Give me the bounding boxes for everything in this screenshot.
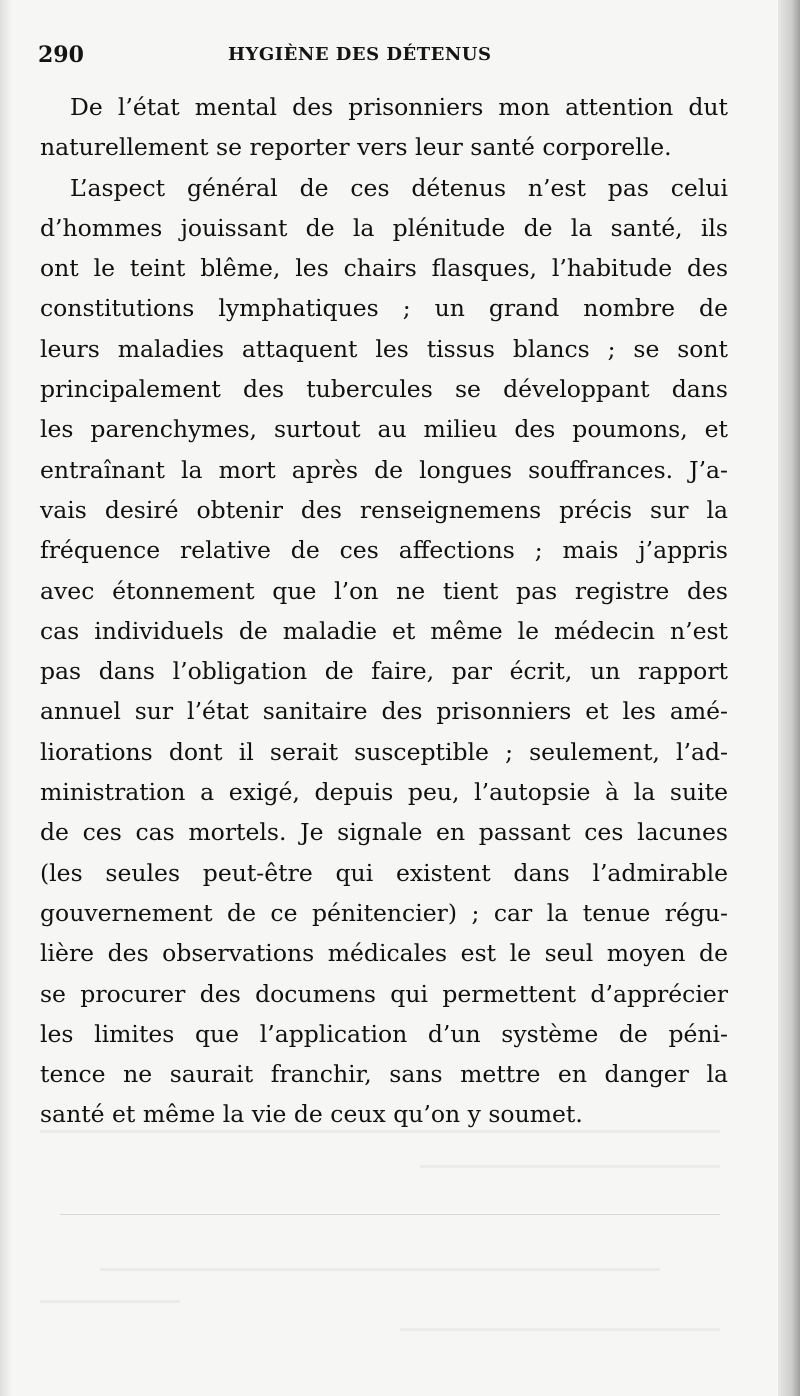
- text-line: cas individuels de maladie et même le médecin n’est: [40, 616, 728, 645]
- text-line: d’hommes jouissant de la plénitude de la santé, ils: [40, 213, 728, 242]
- text-line: ministration a exigé, depuis peu, l’autopsie à la suite: [40, 778, 728, 807]
- page-left-edge-shadow: [0, 0, 12, 1396]
- bleed-through-mark: [400, 1328, 720, 1331]
- bleed-through-mark: [40, 1130, 720, 1133]
- text-line: fréquence relative de ces affections ; mais j’appris: [40, 536, 728, 565]
- text-line: pas dans l’obligation de faire, par écrit, un rapport: [40, 657, 728, 686]
- bleed-through-mark: [40, 1300, 180, 1303]
- page-right-edge-shadow: [778, 0, 800, 1396]
- text-line: avec étonnement que l’on ne tient pas registre des: [40, 576, 728, 605]
- text-line: De l’état mental des prisonniers mon attention dut: [70, 93, 728, 121]
- text-line: liorations dont il serait susceptible ; seulement, l’ad-: [40, 737, 728, 766]
- page-header: [38, 42, 728, 76]
- text-line: les parenchymes, surtout au milieu des poumons, et: [40, 415, 728, 444]
- text-line: gouvernement de ce pénitencier) ; car la tenue régu-: [40, 898, 728, 927]
- text-line: L’aspect général de ces détenus n’est pas celui: [70, 173, 728, 202]
- bleed-through-mark: [100, 1268, 660, 1271]
- page-number: 290: [38, 42, 84, 68]
- text-line: constitutions lymphatiques ; un grand nombre de: [40, 294, 728, 323]
- footnote-rule-bleed: [60, 1214, 720, 1215]
- text-line: annuel sur l’état sanitaire des prisonniers et les amé-: [40, 697, 728, 726]
- text-line: principalement des tubercules se développant dans: [40, 375, 728, 404]
- text-line: santé et même la vie de ceux qu’on y soumet.: [40, 1100, 583, 1129]
- text-line: naturellement se reporter vers leur santé corporelle.: [40, 133, 672, 162]
- text-line: se procurer des documens qui permettent d’apprécier: [40, 979, 728, 1008]
- text-line: tence ne saurait franchir, sans mettre en danger la: [40, 1060, 728, 1089]
- body-text: [40, 87, 728, 1135]
- text-line: lière des observations médicales est le seul moyen de: [40, 939, 728, 968]
- text-line: de ces cas mortels. Je signale en passant ces lacunes: [40, 818, 728, 847]
- text-line: ont le teint blême, les chairs flasques, l’habitude des: [40, 254, 728, 283]
- text-line: les limites que l’application d’un système de péni-: [40, 1019, 728, 1048]
- text-line: leurs maladies attaquent les tissus blancs ; se sont: [40, 334, 728, 363]
- text-line: entraînant la mort après de longues souffrances. J’a-: [40, 455, 728, 484]
- running-title: HYGIÈNE DES DÉTENUS: [228, 44, 492, 65]
- text-line: vais desiré obtenir des renseignemens précis sur la: [40, 495, 728, 524]
- text-line: (les seules peut-être qui existent dans l’admirable: [40, 858, 728, 887]
- bleed-through-mark: [420, 1165, 720, 1168]
